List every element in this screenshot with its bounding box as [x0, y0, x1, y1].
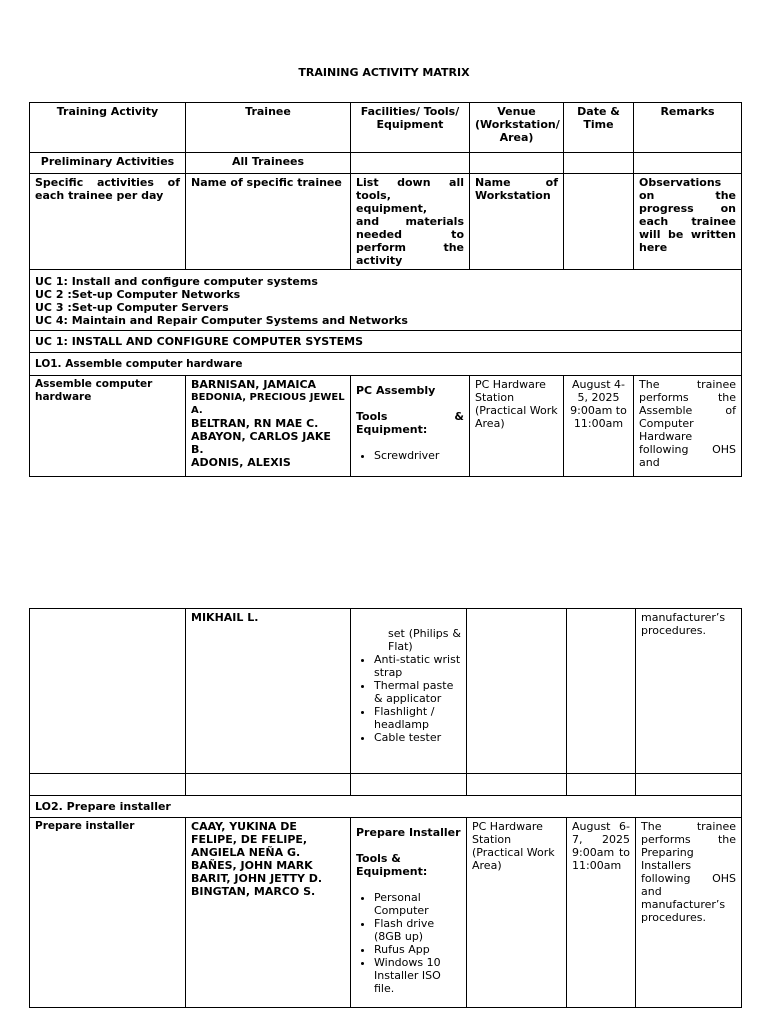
specific-venue: Name of Workstation — [470, 174, 564, 270]
lo2-row — [30, 818, 742, 1008]
uc-item: UC 4: Maintain and Repair Computer Systems and Networks — [35, 314, 408, 327]
tools-list-cont — [356, 653, 461, 744]
trainee-name: CAAY, YUKINA DE FELIPE, DE FELIPE, ANGIELA NEÑA G. — [191, 820, 308, 859]
trainee-name: BINGTAN, MARCO S. — [191, 885, 316, 898]
header-venue: Venue (Workstation/ Area) — [470, 103, 564, 153]
tools-label: Tools & Equipment: — [356, 410, 464, 436]
uc-item: UC 1: Install and configure computer systems — [35, 275, 318, 288]
lo2-trainees — [186, 818, 351, 1008]
facility-title: PC Assembly — [356, 384, 436, 397]
header-trainee: Trainee — [186, 103, 351, 153]
tool-item: • Rufus App — [374, 943, 461, 956]
lo1-remarks: The trainee performs the Assemble of Computer Hardware following OHS and — [634, 376, 742, 477]
lo2-heading: LO2. Prepare installer — [30, 796, 742, 818]
empty-row — [30, 774, 742, 796]
uc1-heading: UC 1: INSTALL AND CONFIGURE COMPUTER SYSTEMS — [30, 331, 742, 353]
uc-list — [30, 270, 742, 331]
trainee-name: BARIT, JOHN JETTY D. — [191, 872, 323, 885]
specific-facilities: List down all tools, equipment, and materials needed to perform the activity — [351, 174, 470, 270]
matrix-table-page1 — [29, 102, 742, 477]
lo1-facilities-cont — [351, 609, 467, 774]
lo1-row — [30, 376, 742, 477]
tool-item-cont: set (Philips & Flat) — [388, 627, 461, 653]
document-title: TRAINING ACTIVITY MATRIX — [298, 66, 470, 79]
preliminary-trainee: All Trainees — [186, 153, 351, 174]
tools-list — [356, 891, 461, 995]
trainee-name: ABAYON, CARLOS JAKE B. — [191, 430, 331, 456]
preliminary-row — [30, 153, 742, 174]
lo1-heading-row — [30, 353, 742, 376]
lo2-facilities — [351, 818, 467, 1008]
lo2-venue: PC Hardware Station (Practical Work Area) — [467, 818, 567, 1008]
specific-activity: Specific activities of each trainee per day — [30, 174, 186, 270]
specific-row — [30, 174, 742, 270]
tools-list — [356, 449, 464, 462]
trainee-name: BELTRAN, RN MAE C. — [191, 417, 319, 430]
facility-title: Prepare Installer — [356, 826, 461, 839]
tools-label: Tools & Equipment: — [356, 852, 428, 878]
matrix-table-page2 — [29, 608, 742, 1008]
lo2-remarks: The trainee performs the Preparing Installers following OHS and manufacturer’s procedures. — [636, 818, 742, 1008]
tool-item: • Screwdriver — [374, 449, 464, 462]
tool-item: • Thermal paste & applicator — [374, 679, 461, 705]
tool-item: • Anti-static wrist strap — [374, 653, 461, 679]
trainee-name: BARNISAN, JAMAICA — [191, 378, 317, 391]
lo1-remarks-cont: manufacturer’s procedures. — [636, 609, 742, 774]
tool-item: • Flashlight / headlamp — [374, 705, 461, 731]
trainee-name: ADONIS, ALEXIS — [191, 456, 291, 469]
tool-item: • Flash drive (8GB up) — [374, 917, 461, 943]
header-date-time: Date & Time — [564, 103, 634, 153]
preliminary-activity: Preliminary Activities — [30, 153, 186, 174]
lo1-continued-row — [30, 609, 742, 774]
uc-list-row — [30, 270, 742, 331]
tool-item: • Windows 10 Installer ISO file. — [374, 956, 461, 995]
lo1-facilities — [351, 376, 470, 477]
tool-item: • Personal Computer — [374, 891, 461, 917]
specific-trainee: Name of specific trainee — [186, 174, 351, 270]
uc1-heading-row — [30, 331, 742, 353]
lo1-trainees — [186, 376, 351, 477]
lo1-activity: Assemble computer hardware — [30, 376, 186, 477]
header-remarks: Remarks — [634, 103, 742, 153]
header-facilities: Facilities/ Tools/ Equipment — [351, 103, 470, 153]
lo2-date: August 6-7, 2025 9:00am to 11:00am — [567, 818, 636, 1008]
trainee-name: BAÑES, JOHN MARK — [191, 859, 313, 872]
header-training-activity: Training Activity — [30, 103, 186, 153]
lo2-heading-row — [30, 796, 742, 818]
lo1-heading: LO1. Assemble computer hardware — [30, 353, 742, 376]
lo1-trainees-cont: MIKHAIL L. — [186, 609, 351, 774]
trainee-name: BEDONIA, PRECIOUS JEWEL A. — [191, 392, 345, 416]
tool-item: • Cable tester — [374, 731, 461, 744]
lo1-venue: PC Hardware Station (Practical Work Area) — [470, 376, 564, 477]
lo1-date: August 4-5, 2025 9:00am to 11:00am — [564, 376, 634, 477]
uc-item: UC 2 :Set-up Computer Networks — [35, 288, 241, 301]
uc-item: UC 3 :Set-up Computer Servers — [35, 301, 229, 314]
lo2-activity: Prepare installer — [30, 818, 186, 1008]
specific-remarks: Observations on the progress on each trainee will be written here — [634, 174, 742, 270]
header-row — [30, 103, 742, 153]
